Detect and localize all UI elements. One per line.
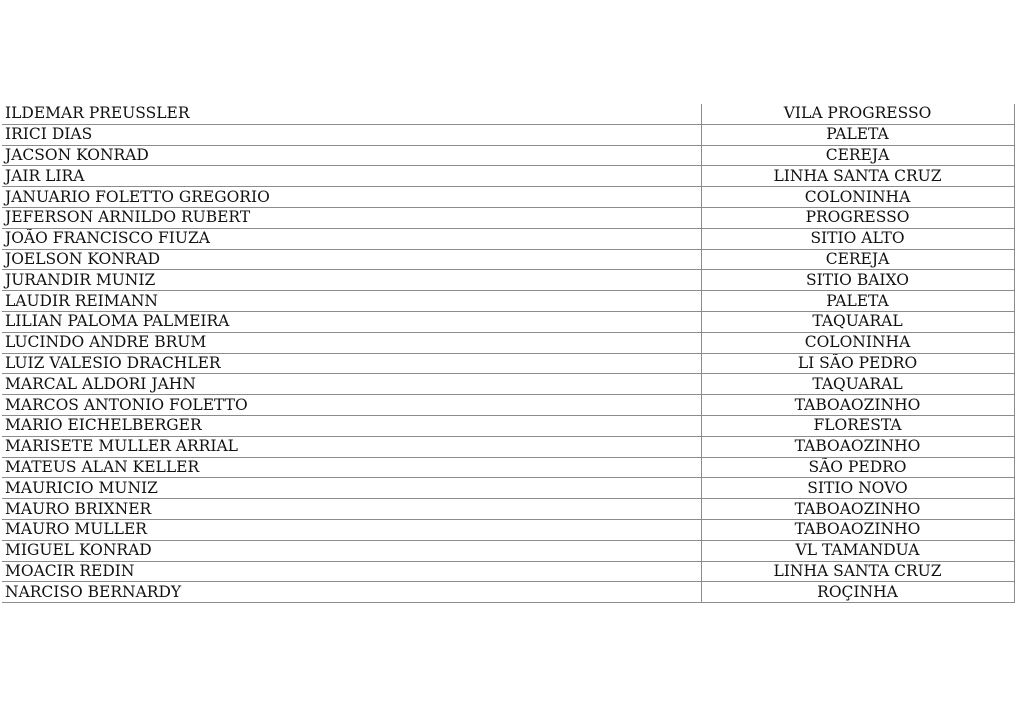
location-cell: COLONINHA [701, 187, 1014, 208]
table-row [2, 582, 1014, 603]
table-row [2, 457, 1014, 478]
person-name-cell: MARISETE MULLER ARRIAL [2, 436, 701, 457]
person-name-cell: JEFERSON ARNILDO RUBERT [2, 207, 701, 228]
location-cell: SITIO NOVO [701, 478, 1014, 499]
table-row [2, 415, 1014, 436]
table-row [2, 228, 1014, 249]
location-cell: CEREJA [701, 145, 1014, 166]
person-name-cell: JOELSON KONRAD [2, 249, 701, 270]
person-name-cell: NARCISO BERNARDY [2, 582, 701, 603]
person-name-cell: JOÃO FRANCISCO FIUZA [2, 228, 701, 249]
location-cell: FLORESTA [701, 415, 1014, 436]
table-row [2, 311, 1014, 332]
location-cell: VL TAMANDUA [701, 540, 1014, 561]
person-name-cell: LUCINDO ANDRE BRUM [2, 332, 701, 353]
location-cell: ROÇINHA [701, 582, 1014, 603]
table-row [2, 104, 1014, 124]
location-cell: TAQUARAL [701, 374, 1014, 395]
location-cell: PALETA [701, 291, 1014, 312]
location-cell: LI SÃO PEDRO [701, 353, 1014, 374]
table-row [2, 353, 1014, 374]
location-cell: PROGRESSO [701, 207, 1014, 228]
roster-table-body [2, 104, 1014, 603]
location-cell: SITIO ALTO [701, 228, 1014, 249]
person-name-cell: MAURICIO MUNIZ [2, 478, 701, 499]
table-row [2, 249, 1014, 270]
location-cell: SITIO BAIXO [701, 270, 1014, 291]
table-row [2, 519, 1014, 540]
location-cell: LINHA SANTA CRUZ [701, 166, 1014, 187]
table-row [2, 561, 1014, 582]
person-name-cell: LAUDIR REIMANN [2, 291, 701, 312]
location-cell: SÃO PEDRO [701, 457, 1014, 478]
person-name-cell: JANUARIO FOLETTO GREGORIO [2, 187, 701, 208]
location-cell: TABOAOZINHO [701, 395, 1014, 416]
location-cell: LINHA SANTA CRUZ [701, 561, 1014, 582]
table-row [2, 291, 1014, 312]
person-name-cell: IRICI DIAS [2, 124, 701, 145]
table-row [2, 145, 1014, 166]
location-cell: TABOAOZINHO [701, 499, 1014, 520]
table-row [2, 374, 1014, 395]
location-cell: PALETA [701, 124, 1014, 145]
table-row [2, 332, 1014, 353]
location-cell: TAQUARAL [701, 311, 1014, 332]
person-name-cell: MATEUS ALAN KELLER [2, 457, 701, 478]
table-row [2, 499, 1014, 520]
person-name-cell: MIGUEL KONRAD [2, 540, 701, 561]
location-cell: TABOAOZINHO [701, 436, 1014, 457]
person-name-cell: JACSON KONRAD [2, 145, 701, 166]
table-row [2, 187, 1014, 208]
location-cell: COLONINHA [701, 332, 1014, 353]
table-row [2, 270, 1014, 291]
table-row [2, 395, 1014, 416]
person-name-cell: MARCOS ANTONIO FOLETTO [2, 395, 701, 416]
table-row [2, 478, 1014, 499]
person-name-cell: MOACIR REDIN [2, 561, 701, 582]
person-name-cell: LUIZ VALESIO DRACHLER [2, 353, 701, 374]
table-row [2, 207, 1014, 228]
person-name-cell: ILDEMAR PREUSSLER [2, 104, 701, 124]
person-name-cell: MARCAL ALDORI JAHN [2, 374, 701, 395]
person-name-cell: MARIO EICHELBERGER [2, 415, 701, 436]
table-row [2, 436, 1014, 457]
table-row [2, 166, 1014, 187]
location-cell: VILA PROGRESSO [701, 104, 1014, 124]
person-name-cell: MAURO BRIXNER [2, 499, 701, 520]
person-name-cell: JURANDIR MUNIZ [2, 270, 701, 291]
person-name-cell: JAIR LIRA [2, 166, 701, 187]
roster-table [2, 104, 1015, 603]
table-row [2, 540, 1014, 561]
location-cell: TABOAOZINHO [701, 519, 1014, 540]
person-name-cell: MAURO MULLER [2, 519, 701, 540]
location-cell: CEREJA [701, 249, 1014, 270]
person-name-cell: LILIAN PALOMA PALMEIRA [2, 311, 701, 332]
table-row [2, 124, 1014, 145]
